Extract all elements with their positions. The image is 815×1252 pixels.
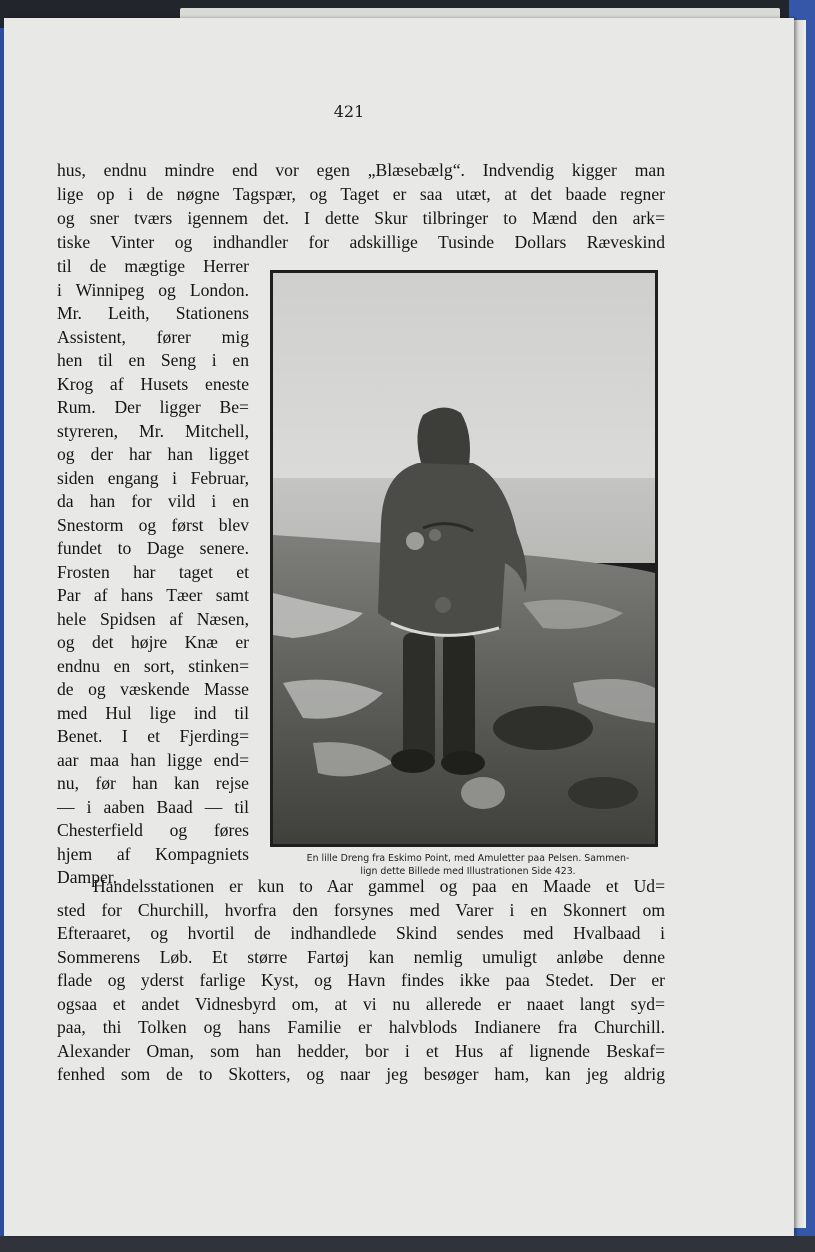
text-line: paa, thi Tolken og hans Familie er halvblods Indianere fra Churchill. [57,1017,665,1037]
text-line: lige op i de nøgne Tagspær, og Taget er saa utæt, at det baade regner [57,184,665,204]
text-line: Benet. I et Fjerding= [57,726,249,746]
text-line: Sommerens Løb. Et større Fartøj kan nemlig umuligt anløbe denne [57,946,665,967]
photograph-frame [270,270,658,847]
text-line: — i aaben Baad — til [57,796,249,817]
book-page [4,18,794,1236]
text-line: og det højre Knæ er [57,632,249,652]
text-line: til de mægtige Herrer [57,256,249,276]
book-cover-bottom [0,1236,815,1252]
text-line: og sner tværs igennem det. I dette Skur tilbringer to Mænd den ark= [57,208,665,228]
text-line: Assistent, fører mig [57,326,249,347]
text-line: med Hul lige ind til [57,702,249,723]
text-line: hen til en Seng i en [57,350,249,370]
text-line: Mr. Leith, Stationens [57,303,249,323]
caption-line: En lille Dreng fra Eskimo Point, med Amuletter paa Pelsen. Sammen- [306,853,630,864]
text-line: Rum. Der ligger Be= [57,397,249,417]
text-line: og der har han ligget [57,444,249,464]
page-number: 421 [333,102,365,121]
text-line: Chesterfield og føres [57,820,249,840]
text-line: hus, endnu mindre end vor egen „Blæsebælg“. Indvendig kigger man [57,160,665,180]
text-line: Par af hans Tæer samt [57,585,249,605]
text-line: hele Spidsen af Næsen, [57,608,249,629]
text-line: Krog af Husets eneste [57,373,249,394]
text-line: aar maa han ligge end= [57,749,249,770]
text-line: tiske Vinter og indhandler for adskillige Tusinde Dollars Ræveskind [57,232,665,252]
text-line: flade og yderst farlige Kyst, og Havn findes ikke paa Stedet. Der er [57,970,665,990]
text-line: fundet to Dage senere. [57,538,249,558]
text-line: Handelsstationen er kun to Aar gammel og paa en Maade et Ud= [93,876,665,896]
text-line: nu, før han kan rejse [57,773,249,793]
text-line: da han for vild i en [57,491,249,511]
text-line: fenhed som de to Skotters, og naar jeg besøger ham, kan jeg aldrig [57,1064,665,1084]
page-stack-edge [794,20,806,1228]
text-line: Efteraaret, og hvortil de indhandlede Skind sendes med Hvalbaad i [57,923,665,943]
text-line: styreren, Mr. Mitchell, [57,420,249,441]
eskimo-boy-photograph [273,273,655,844]
text-line: i Winnipeg og London. [57,279,249,300]
text-line: Alexander Oman, som han hedder, bor i et Hus af lignende Beskaf= [57,1040,665,1061]
text-line: Snestorm og først blev [57,514,249,535]
text-line: de og væskende Masse [57,679,249,699]
text-line: hjem af Kompagniets [57,843,249,864]
text-line: ogsaa et andet Vidnesbyrd om, at vi nu allerede er naaet langt syd= [57,993,665,1014]
text-line: endnu en sort, stinken= [57,655,249,676]
text-line: Damper. [57,867,118,887]
text-line: siden engang i Februar, [57,467,249,488]
caption-line: lign dette Billede med Illustrationen Side 423. [360,866,576,877]
text-line: Frosten har taget et [57,561,249,582]
text-line: sted for Churchill, hvorfra den forsynes med Varer i en Skonnert om [57,899,665,920]
